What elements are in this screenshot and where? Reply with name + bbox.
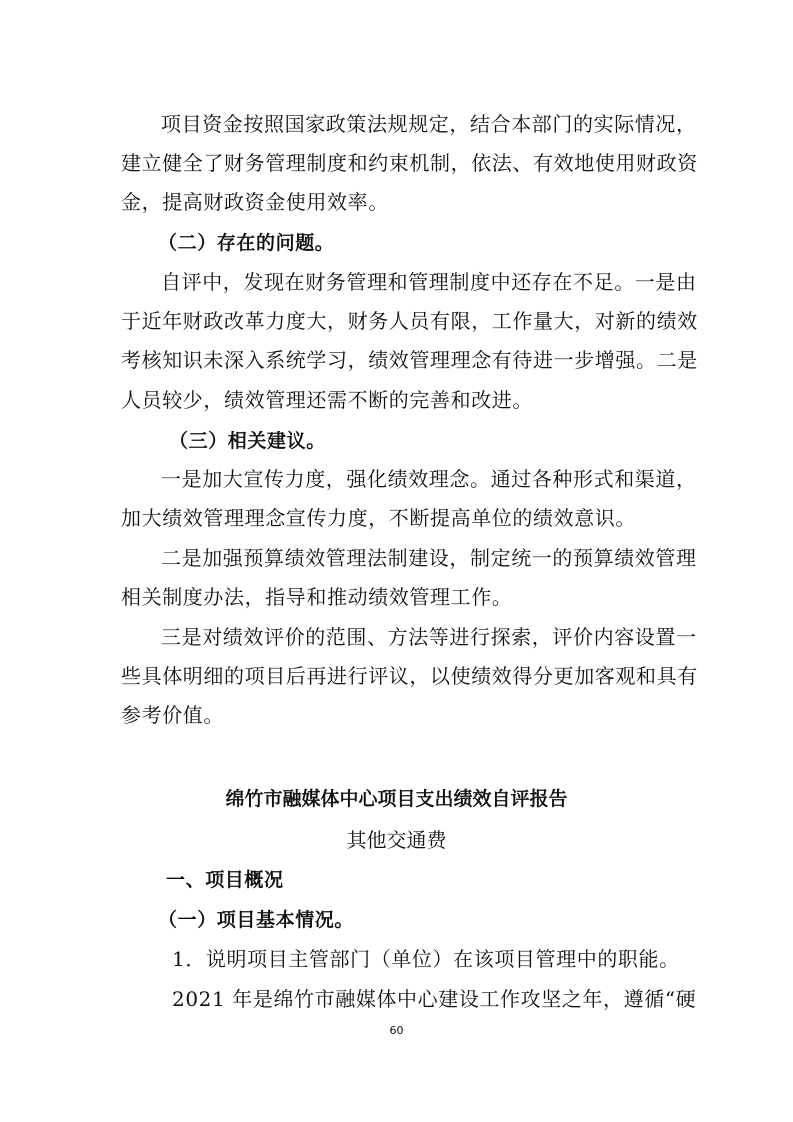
- paragraph-line: 考核知识未深入系统学习，绩效管理理念有待进一步增强。二是: [121, 348, 698, 372]
- paragraph-line: 项目资金按照国家政策法规规定，结合本部门的实际情况，: [161, 112, 697, 136]
- paragraph-line: 三是对绩效评价的范围、方法等进行探索，评价内容设置一: [161, 625, 697, 649]
- numbered-item: 1．说明项目主管部门（单位）在该项目管理中的职能。: [172, 947, 680, 971]
- section-heading-suggestions: （三）相关建议。: [169, 430, 326, 452]
- paragraph-line: 一是加大宣传力度，强化绩效理念。通过各种形式和渠道，: [161, 467, 697, 491]
- paragraph-line: 于近年财政改革力度大，财务人员有限，工作量大，对新的绩效: [121, 309, 698, 333]
- paragraph-line: 加大绩效管理理念宣传力度，不断提高单位的绩效意识。: [121, 506, 636, 530]
- paragraph-line: 建立健全了财务管理制度和约束机制，依法、有效地使用财政资: [121, 151, 698, 175]
- paragraph-line: 相关制度办法，指导和推动绩效管理工作。: [121, 585, 513, 609]
- page-number: 60: [389, 1024, 404, 1037]
- paragraph-line: 人员较少，绩效管理还需不断的完善和改进。: [121, 388, 533, 412]
- paragraph-line: 自评中，发现在财务管理和管理制度中还存在不足。一是由: [161, 270, 697, 294]
- paragraph-line: 二是加强预算绩效管理法制建设，制定统一的预算绩效管理: [161, 546, 697, 570]
- report-title: 绵竹市融媒体中心项目支出绩效自评报告: [225, 788, 568, 810]
- paragraph-line: 参考价值。: [121, 703, 224, 727]
- subsection-heading-basic-info: （一）项目基本情况。: [158, 909, 355, 931]
- section-heading-overview: 一、项目概况: [166, 869, 284, 891]
- paragraph-line: 些具体明细的项目后再进行评议，以使绩效得分更加客观和具有: [121, 664, 698, 688]
- paragraph-line: 2021 年是绵竹市融媒体中心建设工作攻坚之年，遵循“硬: [172, 987, 697, 1011]
- section-heading-problems: （二）存在的问题。: [158, 232, 335, 254]
- report-subtitle: 其他交通费: [346, 828, 447, 852]
- paragraph-line: 金，提高财政资金使用效率。: [121, 190, 389, 214]
